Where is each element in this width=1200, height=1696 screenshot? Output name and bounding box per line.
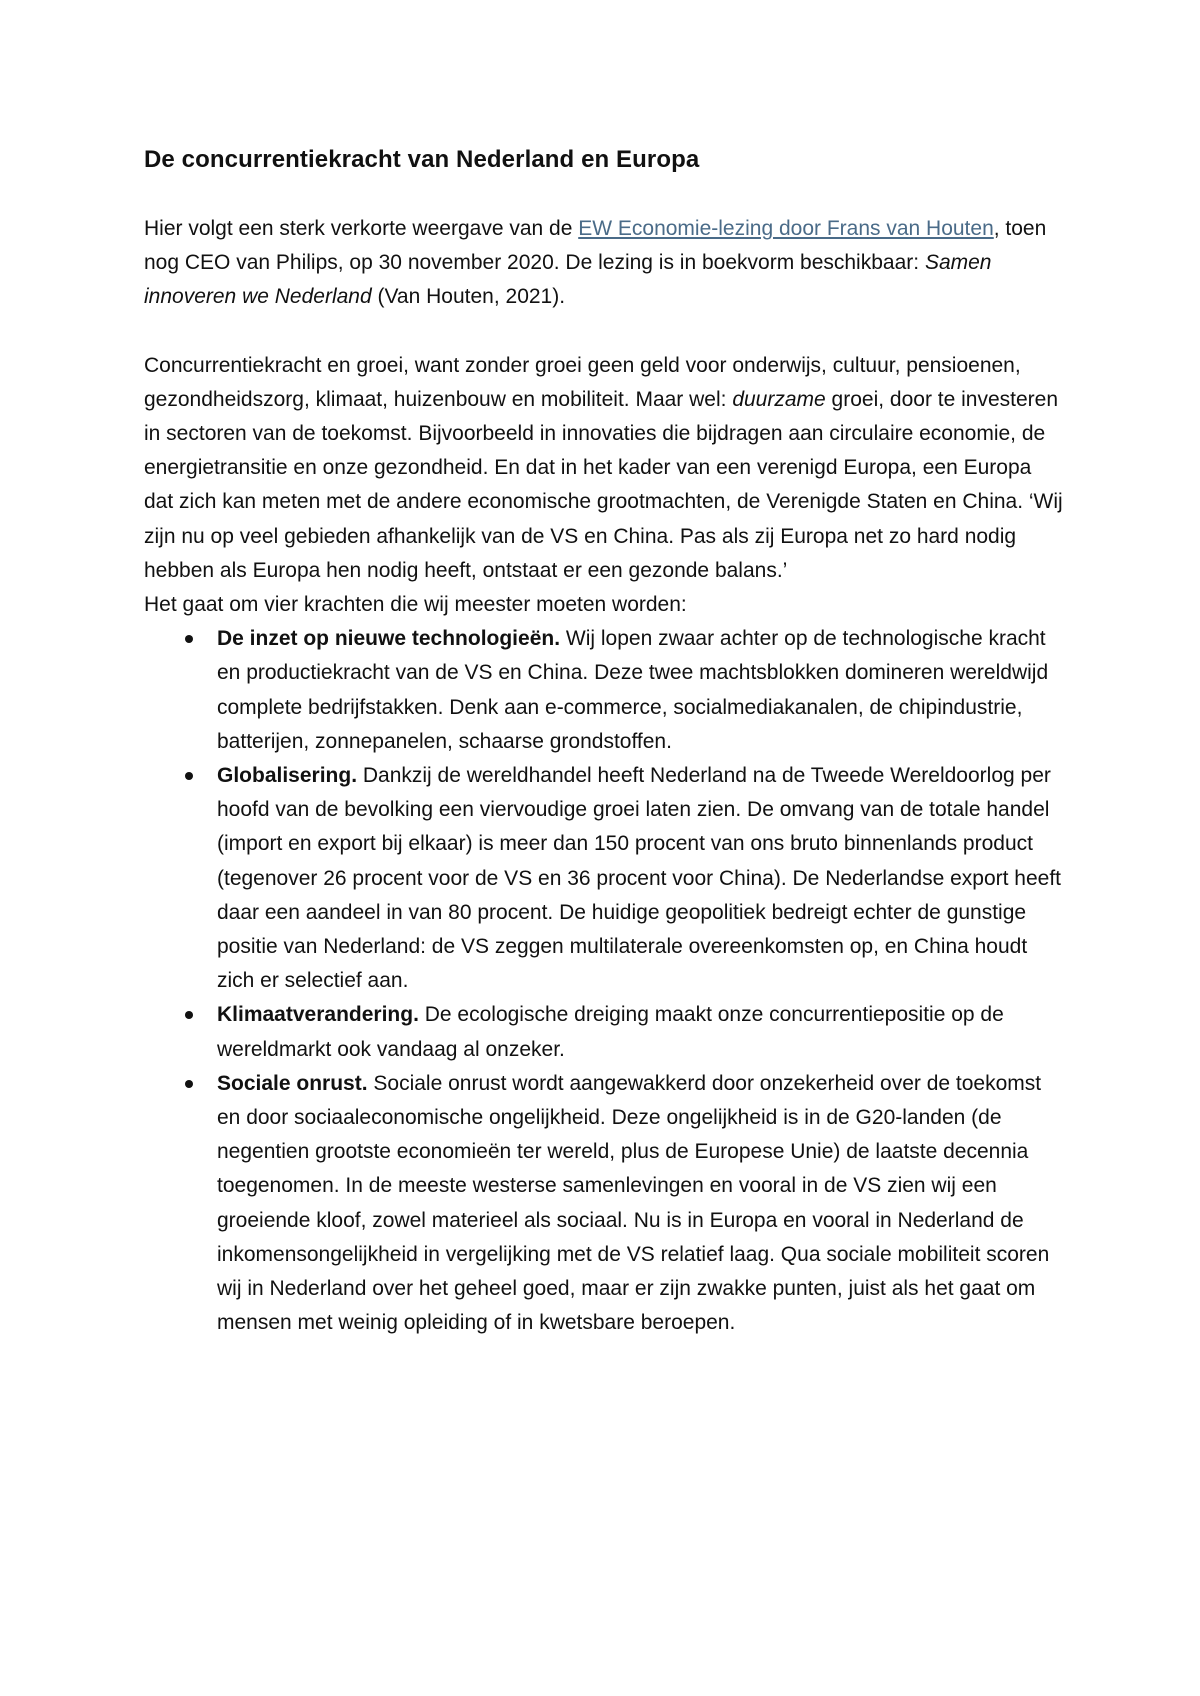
document-title: De concurrentiekracht van Nederland en Europa <box>144 146 700 173</box>
list-item <box>144 759 1064 998</box>
lecture-link[interactable]: EW Economie-lezing door Frans van Houten <box>578 217 994 240</box>
bullet-icon <box>185 1011 193 1019</box>
document-page <box>144 142 1064 1341</box>
bullet-icon <box>185 635 193 643</box>
bullet-icon <box>185 1080 193 1088</box>
bullet-heading: De inzet op nieuwe technologieën. <box>217 627 561 651</box>
bullet-heading: Sociale onrust. <box>217 1071 368 1095</box>
list-item <box>144 622 1064 759</box>
intro-text-before-link: Hier volgt een sterk verkorte weergave van de <box>144 217 579 240</box>
intro-text-after-link: , toen nog CEO van Philips, op 30 november 2020. De lezing is in boekvorm beschikbaar: <box>144 217 1047 275</box>
main-paragraph <box>144 349 1064 588</box>
bullet-text: Dankzij de wereldhandel heeft Nederland na de Tweede Wereldoorlog per hoofd van de bevolking een viervoudige groei laten zien. De omvang van de totale handel (import en export bij elkaar) is meer dan 150 procent van ons bruto binnenlands product (tegenover 26 procent voor de VS en 36 procent voor China). De Nederlandse export heeft daar een aandeel in van 80 procent. De huidige geopolitiek bedreigt echter de gunstige positie van Nederland: de VS zeggen multilaterale overeenkomsten op, en China houdt zich er selectief aan. <box>217 764 1062 993</box>
list-item <box>144 1067 1064 1341</box>
bullet-text: De ecologische dreiging maakt onze concurrentiepositie op de wereldmarkt ook vandaag al onzeker. <box>217 1003 1004 1061</box>
main-text-part1: Concurrentiekracht en groei, want zonder groei geen geld voor onderwijs, cultuur, pensioenen, gezondheidszorg, klimaat, huizenbouw en mobiliteit. Maar wel: <box>144 353 1021 411</box>
main-emphasis: duurzame <box>732 387 826 411</box>
main-text-part2: groei, door te investeren in sectoren van de toekomst. Bijvoorbeeld in innovaties die bijdragen aan circulaire economie, de energietransitie en onze gezondheid. En dat in het kader van een verenigd Europa, een Europa dat zich kan meten met de andere economische grootmachten, de Verenigde Staten en China. ‘Wij zijn nu op veel gebieden afhankelijk van de VS en China. Pas als zij Europa net zo hard nodig hebben als Europa hen nodig heeft, ontstaat er een gezonde balans.’ <box>144 387 1063 582</box>
intro-text-end: (Van Houten, 2021). <box>371 285 566 309</box>
bullet-text: Wij lopen zwaar achter op de technologische kracht en productiekracht van de VS en China. Deze twee machtsblokken domineren wereldwijd complete bedrijfstakken. Denk aan e-commerce, socialmediakanalen, de chipindustrie, batterijen, zonnepanelen, schaarse grondstoffen. <box>217 627 1049 753</box>
book-title: Samen innoveren we Nederland <box>144 251 992 309</box>
intro-paragraph <box>144 212 1064 315</box>
bullet-heading: Klimaatverandering. <box>217 1003 419 1027</box>
bullet-text: Sociale onrust wordt aangewakkerd door onzekerheid over de toekomst en door sociaaleconomische ongelijkheid. Deze ongelijkheid is in de G20-landen (de negentien grootste economieën ter wereld, plus de Europese Unie) de laatste decennia toegenomen. In de meeste westerse samenlevingen en vooral in de VS zien wij een groeiende kloof, zowel materieel als sociaal. Nu is in Europa en vooral in Nederland de inkomensongelijkheid in vergelijking met de VS relatief laag. Qua sociale mobiliteit scoren wij in Nederland over het geheel goed, maar er zijn zwakke punten, juist als het gaat om mensen met weinig opleiding of in kwetsbare beroepen. <box>217 1071 1050 1335</box>
bullet-icon <box>185 772 193 780</box>
list-item <box>144 998 1064 1066</box>
lead-paragraph: Het gaat om vier krachten die wij meester moeten worden: <box>144 593 687 617</box>
forces-list <box>144 622 1064 1340</box>
bullet-heading: Globalisering. <box>217 764 358 788</box>
